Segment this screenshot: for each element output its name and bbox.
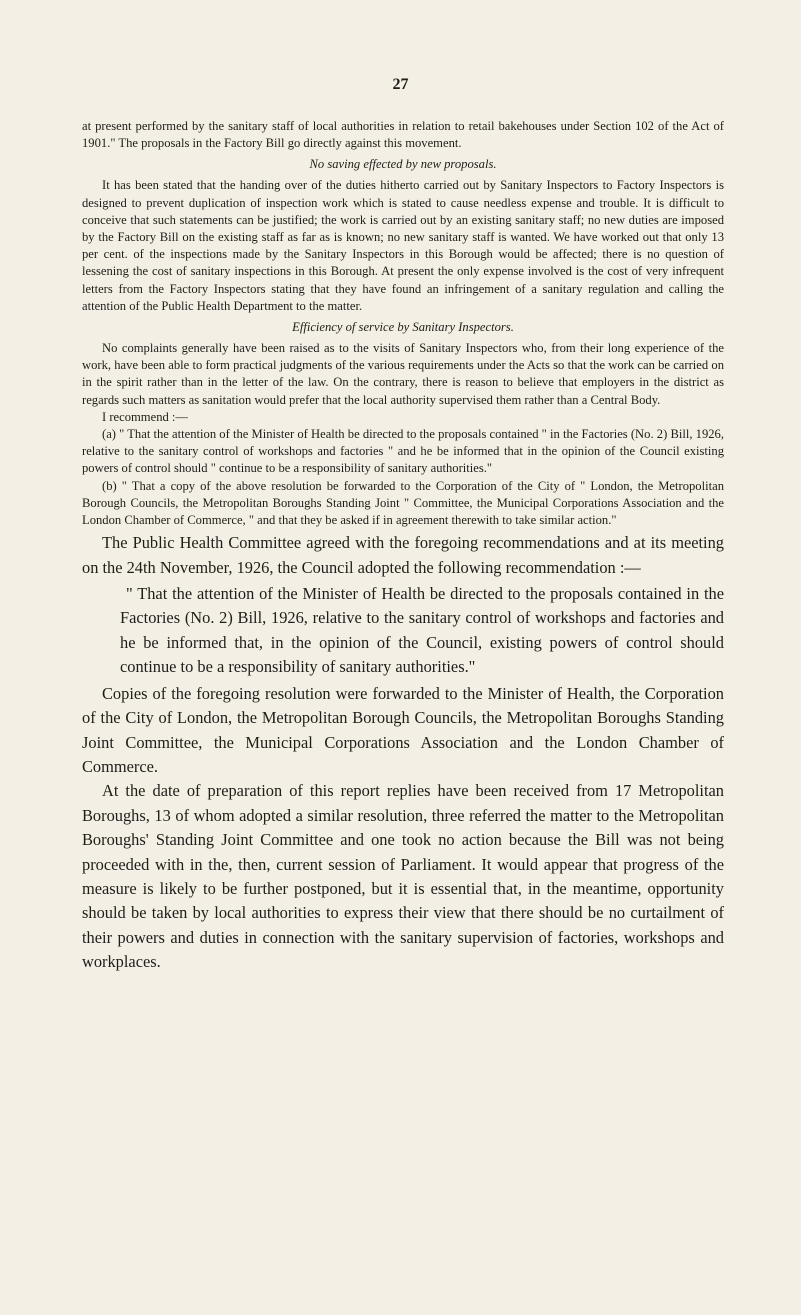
paragraph-complaints: No complaints generally have been raised as to the visits of Sanitary Inspectors who, from their long experience of the work, have been able to form practical judgments of the various requirements under the Acts so that the work can be carried on in the spirit rather than in the letter of the law. On the contrary, there is reason to believe that employers in the district as regards such matters as sanitation would prefer that the local authority supervised them rather than a Central Body. (82, 341, 724, 407)
recommendation-b: (b) " That a copy of the above resolution be forwarded to the Corporation of the City of " London, the Metropolitan Borough Councils, the Metropolitan Boroughs Standing Joint " Committee, the Municipal Corporations Association and the London Chamber of Commerce, " and that they be asked if in agreement therewith to take similar action." (82, 478, 724, 528)
section-heading-efficiency: Efficiency of service by Sanitary Inspectors. (292, 320, 514, 335)
section-heading-no-saving: No saving effected by new proposals. (309, 157, 497, 172)
recommendation-a: (a) " That the attention of the Minister of Health be directed to the proposals contained " in the Factories (No. 2) Bill, 1926, relative to the sanitary control of workshops and factories " and he be informed that in the opinion of the Council existing powers of control should " continue to be a responsibility of sanitary authorities." (82, 427, 724, 476)
paragraph-replies: At the date of preparation of this report replies have been received from 17 Metropolitan Boroughs, 13 of whom adopted a similar resolution, three referred the matter to the Metropolitan Boroughs' Standing Joint Committee and one took no action because the Bill was not being proceeded with in the, then, current session of Parliament. It would appear that progress of the measure is likely to be further postponed, but it is essential that, in the meantime, opportunity should be taken by local authorities to express their view that there should be no curtailment of their powers and duties in connection with the sanitary supervision of factories, workshops and workplaces. (82, 781, 724, 972)
council-resolution-quote: " That the attention of the Minister of Health be directed to the proposals contained in the Factories (No. 2) Bill, 1926, relative to the sanitary control of workshops and factories and he be informed that, in the opinion of the Council, existing powers of control should continue to be a responsibility of sanitary authorities." (120, 584, 724, 677)
paragraph-recommend: I recommend :— (102, 409, 189, 424)
paragraph-duplication: It has been stated that the handing over of the duties hitherto carried out by Sanitary Inspectors to Factory Inspectors is designed to prevent duplication of inspection work which is stated to cause needless expense and trouble. It is difficult to conceive that such statements can be justified; the work is carried out by an existing sanitary staff; no new duties are imposed by the Factory Bill on the existing staff as far as is known; no new sanitary staff is wanted. We have worked out that only 13 per cent. of the inspections made by the Sanitary Inspectors in this Borough would be affected; there is no question of lessening the cost of sanitary inspections in this Borough. At present the only expense involved is the cost of very infrequent letters from the Factory Inspectors stating that they have found an infringement of a sanitary regulation and calling the attention of the Public Health Department to the matter. (82, 178, 724, 313)
page-body (82, 118, 724, 975)
paragraph-copies-forwarded: Copies of the foregoing resolution were forwarded to the Minister of Health, the Corporation of the City of London, the Metropolitan Borough Councils, the Metropolitan Boroughs Standing Joint Committee, the Municipal Corporations Association and the London Chamber of Commerce. (82, 683, 724, 776)
page-number: 27 (392, 76, 409, 93)
paragraph-bakehouses: at present performed by the sanitary staff of local authorities in relation to retail bakehouses under Section 102 of the Act of 1901." The proposals in the Factory Bill go directly against this movement. (82, 119, 724, 151)
paragraph-committee-agreed: The Public Health Committee agreed with the foregoing recommendations and at its meeting on the 24th November, 1926, the Council adopted the following recommendation :— (82, 533, 724, 577)
